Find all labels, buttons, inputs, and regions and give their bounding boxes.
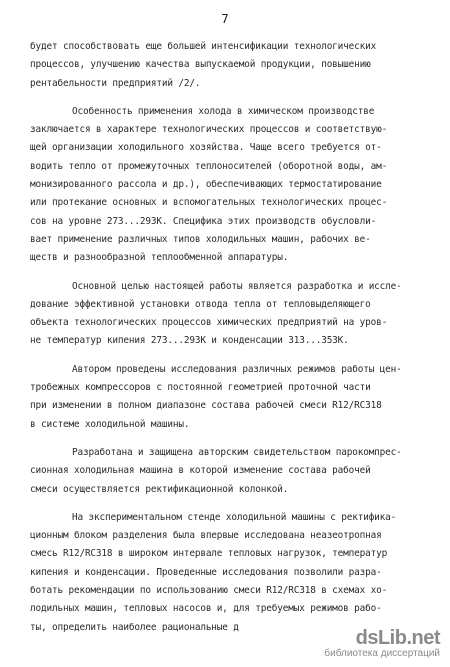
text-line: Особенность применения холода в химическом производстве [72, 105, 375, 117]
paragraph [30, 38, 435, 93]
watermark-caption: библиотека диссертаций [324, 648, 440, 659]
text-line: рентабельности предприятий /2/. [30, 77, 201, 89]
page-number: 7 [221, 12, 229, 26]
text-line: ществ и разнообразной теплообменной аппаратуры. [30, 252, 289, 264]
text-line: будет способствовать еще большей интенсификации технологических [30, 41, 377, 52]
text-line: или протекание основных и вспомогательных технологических процес- [30, 197, 388, 209]
text-line: сионная холодильная машина в которой изменение состава рабочей [30, 465, 371, 477]
text-line: дование эффективной установки отвода тепла от тепловыделяющего [30, 298, 371, 310]
text-line: процессов, улучшению качества выпускаемой продукции, повышению [30, 59, 371, 71]
watermark [324, 627, 440, 659]
text-line: На экспериментальном стенде холодильной машины с ректифика- [72, 511, 397, 523]
text-line: в системе холодильной машины. [30, 418, 190, 430]
text-line: тробежных компрессоров с постоянной геометрией проточной части [30, 382, 371, 394]
text-line: при изменении в полном диапазоне состава рабочей смеси R12/RC318 [30, 400, 382, 412]
text-line: сов на уровне 273...293К. Специфика этих производств обусловли- [30, 215, 377, 227]
paragraph [30, 278, 435, 351]
text-line: кипения и конденсации. Проведенные исследования позволили разра- [30, 566, 382, 578]
text-line: Основной целью настоящей работы является разработка и иссле- [72, 280, 402, 292]
text-line: щей организации холодильного хозяйства. Чаще всего требуется от- [30, 142, 382, 154]
paragraph [30, 444, 435, 499]
paragraph [30, 103, 435, 268]
text-line: монизированного рассола и др.), обеспечивающих термостатирование [30, 179, 382, 191]
text-line: не температур кипения 273...293К и конденсации 313...353К. [30, 335, 349, 347]
text-line: объекта технологических процессов химических предприятий на уров- [30, 317, 388, 329]
text-line: водить тепло от промежуточных теплоносителей (оборотной воды, ам- [30, 160, 388, 172]
text-line: лодильных машин, тепловых насосов и, для требуемых режимов рабо- [30, 603, 382, 615]
paragraph [30, 361, 435, 434]
text-line: заключается в характере технологических процессов и соответствую- [30, 124, 388, 136]
text-line: смесь R12/RC318 в широком интервале тепловых нагрузок, температур [30, 548, 388, 560]
text-line: Автором проведены исследования различных режимов работы цен- [72, 363, 402, 375]
document-body [30, 38, 435, 647]
text-line: ционным блоком разделения была впервые исследована неазеотропная [30, 530, 382, 542]
text-line: Разработана и защищена авторским свидетельством парокомпрес- [72, 446, 402, 458]
text-line: смеси осуществляется ректификационной колонкой. [30, 483, 289, 495]
text-line: вает применение различных типов холодильных машин, рабочих ве- [30, 233, 371, 245]
paragraph [30, 509, 435, 637]
watermark-logo: dsLib.net [355, 627, 440, 649]
text-line: ботать рекомендации по использованию смеси R12/RC318 в схемах хо- [30, 585, 388, 597]
text-line: ты, определить наиболее рациональные д [30, 621, 239, 633]
